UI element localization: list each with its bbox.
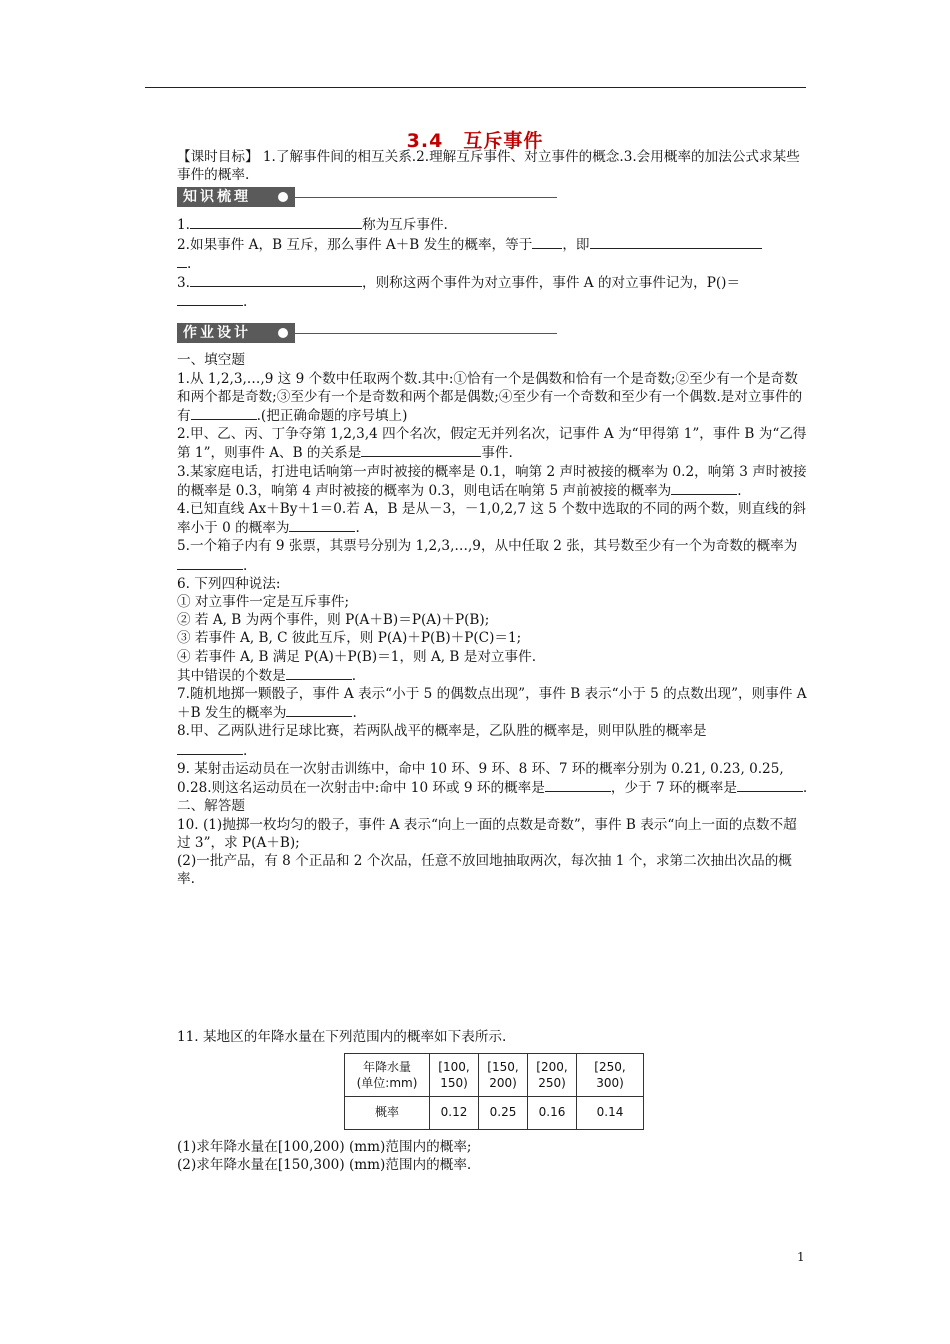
- question-10-part2: (2)一批产品，有 8 个正品和 2 个次品，任意不放回地抽取两次，每次抽 1 个，求第二次抽出次品的概率.: [177, 852, 792, 888]
- question-8: 8.甲、乙两队进行足球比赛，若两队战平的概率是，乙队胜的概率是，则甲队胜的概率是 .: [177, 723, 707, 759]
- blank: [289, 518, 355, 532]
- section-label: 知识梳理: [177, 187, 295, 207]
- blank: [191, 406, 257, 420]
- answer-space: [177, 888, 809, 1028]
- question-7: 7.随机地掷一颗骰子，事件 A 表示“小于 5 的偶数点出现”，事件 B 表示“小于 5 的点数出现”，则事件 A＋B 发生的概率为 .: [177, 686, 807, 722]
- table-header-cell: [150, 200): [479, 1053, 528, 1096]
- question-11-part2: (2)求年降水量在[150,300) (mm)范围内的概率.: [177, 1156, 472, 1173]
- table-row: [345, 1096, 644, 1129]
- question-6-item: ① 对立事件一定是互斥事件;: [177, 594, 350, 611]
- question-4: 4.已知直线 Ax＋By＋1＝0.若 A，B 是从－3，－1,0,2,7 这 5 个数中选取的不同的两个数，则直线的斜率小于 0 的概率为 .: [177, 501, 806, 537]
- blank: [590, 235, 762, 249]
- knowledge-item-1: 1. 称为互斥事件.: [177, 217, 448, 234]
- table-row-label: 概率: [345, 1096, 430, 1129]
- question-11: 11. 某地区的年降水量在下列范围内的概率如下表所示.: [177, 1029, 507, 1046]
- part1-heading: 一、填空题: [177, 352, 245, 369]
- rainfall-table: [344, 1053, 644, 1130]
- blank: [671, 481, 737, 495]
- blank: [190, 273, 362, 287]
- blank: [286, 703, 352, 717]
- table-header-row: [345, 1053, 644, 1096]
- table-header-cell: [100, 150): [430, 1053, 479, 1096]
- blank: [177, 292, 243, 306]
- blank: [737, 778, 803, 792]
- table-cell: 0.12: [430, 1096, 479, 1129]
- question-2: 2.甲、乙、丙、丁争夺第 1,2,3,4 四个名次，假定无并列名次，记事件 A 为“甲得第 1”，事件 B 为“乙得第 1”，则事件 A、B 的关系是 事件.: [177, 426, 807, 462]
- blank: [532, 235, 562, 249]
- section-line: [295, 333, 557, 334]
- page-title: 3.4 互斥事件: [406, 130, 544, 152]
- document-body: [177, 148, 809, 1174]
- question-5: 5.一个箱子内有 9 张票，其票号分别为 1,2,3,…,9，从中任取 2 张，其号数至少有一个为奇数的概率为.: [177, 538, 798, 574]
- blank: [190, 215, 362, 229]
- blank: [545, 778, 611, 792]
- table-cell: 0.25: [479, 1096, 528, 1129]
- section-header-homework: [177, 323, 809, 345]
- question-10-part1: 10. (1)抛掷一枚均匀的骰子，事件 A 表示“向上一面的点数是奇数”，事件 B 表示“向上一面的点数不超过 3”，求 P(A＋B);: [177, 816, 797, 851]
- question-1: 1.从 1,2,3,…,9 这 9 个数中任取两个数.其中:①恰有一个是偶数和恰有一个是奇数;②至少有一个是奇数和两个都是奇数;③至少有一个是奇数和两个都是偶数;④至少有一个奇数和至少有一个偶数.是对立事件的有 .(把正确命题的序号填上): [177, 370, 803, 425]
- question-9: 9. 某射击运动员在一次射击训练中，命中 10 环、9 环、8 环、7 环的概率分别为 0.21, 0.23, 0.25, 0.28.则这名运动员在一次射击中:命中 10 环或 9 环的概率是 ，少于 7 环的概率是 .: [177, 760, 808, 797]
- blank: [177, 254, 187, 268]
- table-cell: 0.14: [577, 1096, 644, 1129]
- blank: [286, 666, 352, 680]
- question-6-item: ④ 若事件 A, B 满足 P(A)＋P(B)＝1，则 A, B 是对立事件.: [177, 648, 537, 665]
- question-6-item: ② 若 A, B 为两个事件，则 P(A＋B)＝P(A)＋P(B);: [177, 612, 490, 629]
- header-rule: [145, 87, 806, 88]
- page-number: 1: [797, 1250, 805, 1264]
- blank: [177, 556, 243, 570]
- question-11-part1: (1)求年降水量在[100,200) (mm)范围内的概率;: [177, 1138, 472, 1155]
- section-header-knowledge: [177, 187, 809, 209]
- question-6-end: 其中错误的个数是 .: [177, 667, 357, 684]
- knowledge-item-3: 3. ，则称这两个事件为对立事件，事件 A 的对立事件记为，P()＝ .: [177, 275, 741, 311]
- lesson-objective: 【课时目标】 1.了解事件间的相互关系.2.理解互斥事件、对立事件的概念.3.会用概率的加法公式求某些事件的概率.: [177, 149, 800, 184]
- blank: [177, 741, 243, 755]
- knowledge-item-2: 2.如果事件 A，B 互斥，那么事件 A＋B 发生的概率，等于 ，即 .: [177, 235, 809, 273]
- rainfall-table-wrap: [344, 1053, 809, 1130]
- table-header-cell: [250, 300): [577, 1053, 644, 1096]
- question-3: 3.某家庭电话，打进电话响第一声时被接的概率是 0.1，响第 2 声时被接的概率为 0.2，响第 3 声时被接的概率是 0.3，响第 4 声时被接的概率为 0.3，则电话在响第 5 声前被接的概率为 .: [177, 463, 807, 499]
- part2-heading: 二、解答题: [177, 798, 245, 815]
- table-header-cell: 年降水量 (单位:mm): [345, 1053, 430, 1096]
- table-header-cell: [200, 250): [528, 1053, 577, 1096]
- section-label: 作业设计: [177, 323, 295, 343]
- blank: [361, 443, 481, 457]
- question-6-intro: 6. 下列四种说法:: [177, 575, 281, 592]
- question-6-item: ③ 若事件 A, B, C 彼此互斥，则 P(A)＋P(B)＋P(C)＝1;: [177, 630, 522, 647]
- section-line: [295, 197, 557, 198]
- table-cell: 0.16: [528, 1096, 577, 1129]
